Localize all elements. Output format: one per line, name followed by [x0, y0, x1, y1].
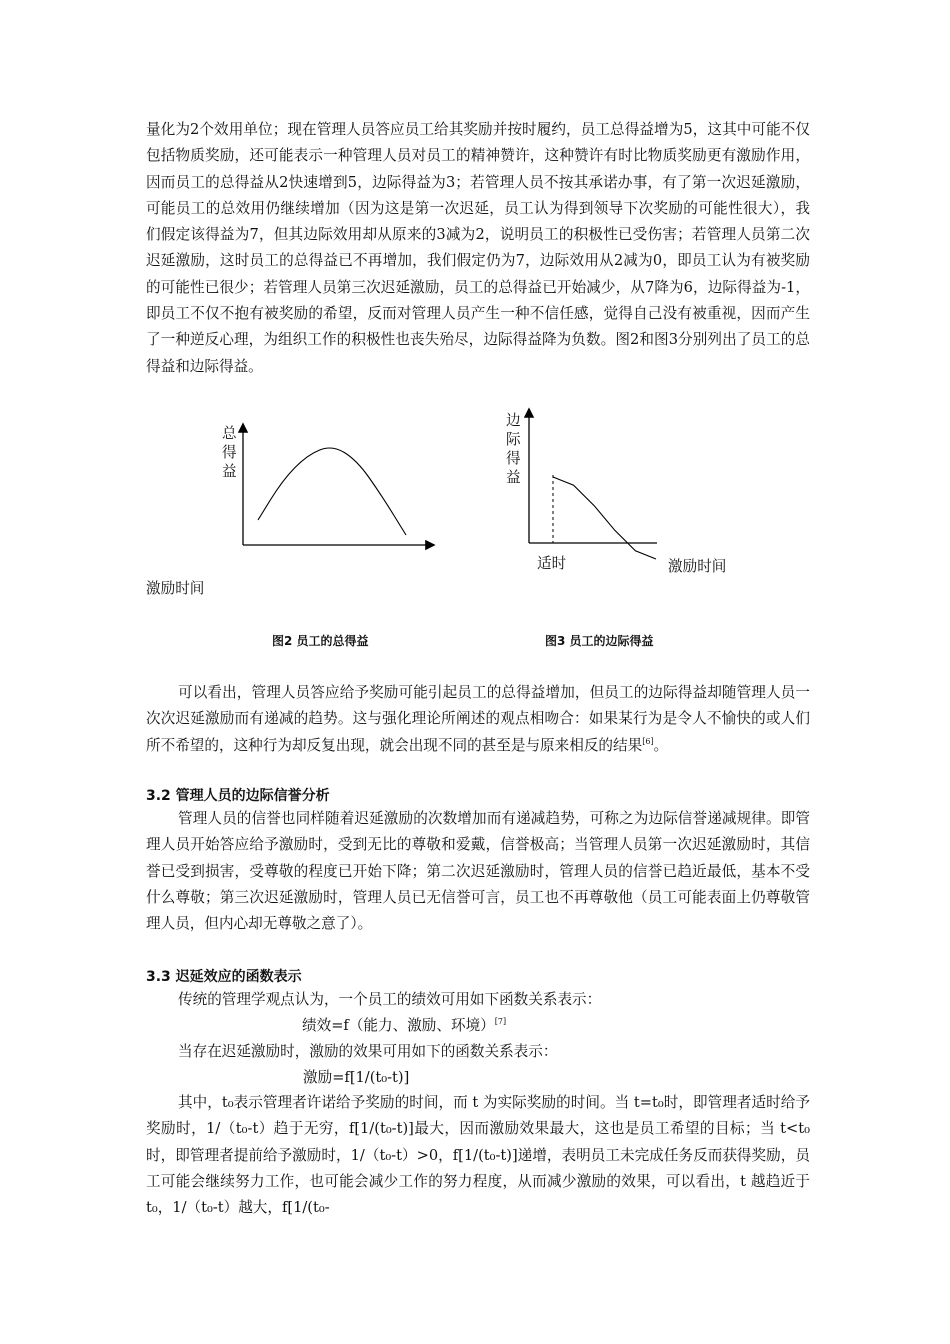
- section-heading-3-2: 3.2 管理人员的边际信誉分析: [146, 788, 330, 804]
- fig2-caption: 图2 员工的总得益: [272, 634, 369, 648]
- fig2-total-gain-curve: [258, 448, 406, 535]
- fig3-chart: [524, 405, 664, 555]
- fig3-xlabel: 激励时间: [668, 558, 727, 575]
- fig3-caption: 图3 员工的边际得益: [545, 634, 654, 648]
- paragraph-end: 。: [653, 736, 669, 754]
- citation-6: [6]: [642, 736, 654, 746]
- fig3-marginal-gain-curve: [553, 477, 656, 559]
- paragraph-text: 可以看出，管理人员答应给予奖励可能引起员工的总得益增加，但员工的边际得益却随管理人员一次次迟延激励而有递减的趋势。这与强化理论所阐述的观点相吻合：如果某行为是令人不愉快的或人们所不希望的，这种行为却反复出现，就会出现不同的甚至是与原来相反的结果: [146, 684, 810, 754]
- paragraph-delay-condition: 当存在迟延激励时，激励的效果可用如下的函数关系表示：: [178, 1043, 558, 1060]
- fig3-marker-label: 适时: [537, 555, 567, 572]
- fig2-ylabel: 总得益: [222, 425, 237, 480]
- fig2-chart: [238, 420, 438, 550]
- formula-performance-text: 绩效=f（能力、激励、环境）: [302, 1017, 495, 1034]
- paragraph-reinforcement: [146, 680, 810, 759]
- citation-7: [7]: [494, 1017, 507, 1026]
- fig3-ylabel: 边际得益: [506, 412, 521, 486]
- paragraph-utility-analysis: 量化为2个效用单位；现在管理人员答应员工给其奖励并按时履约，员工总得益增为5，这其中可能不仅包括物质奖励，还可能表示一种管理人员对员工的精神赞许，这种赞许有时比物质奖励更有激励作用，因而员工的总得益从2快速增到5，边际得益为3；若管理人员不按其承诺办事，有了第一次迟延激励，可能员工的总效用仍继续增加（因为这是第一次迟延，员工认为得到领导下次奖励的可能性很大），我们假定该得益为7，但其边际效用却从原来的3减为2，说明员工的积极性已受伤害；若管理人员第二次迟延激励，这时员工的总得益已不再增加，我们假定仍为7，边际效用从2减为0，即员工认为有被奖励的可能性已很少；若管理人员第三次迟延激励，员工的总得益已开始减少，从7降为6，边际得益为-1，即员工不仅不抱有被奖励的希望，反而对管理人员产生一种不信任感，觉得自己没有被重视，因而产生了一种逆反心理，为组织工作的积极性也丧失殆尽，边际得益降为负数。图2和图3分别列出了员工的总得益和边际得益。: [146, 121, 810, 375]
- paragraph-function-explanation: 其中，t₀表示管理者许诺给予奖励的时间，而 t 为实际奖励的时间。当 t=t₀时，即管理者适时给予奖励时，1/（t₀-t）趋于无穷，f[1/(t₀-t)]最大，因而激励效果最大，这也是员工希望的目标；当 t<t₀时，即管理者提前给予激励时，1/（t₀-t）>0，f[1/(t₀-t)]递增，表明员工未完成任务反而获得奖励，员工可能会继续努力工作，也可能会减少工作的努力程度，从而减少激励的效果，可以看出，t 越趋近于 t₀，1/（t₀-t）越大，f[1/(t₀-: [146, 1094, 810, 1217]
- paragraph-traditional-view: 传统的管理学观点认为，一个员工的绩效可用如下函数关系表示：: [178, 991, 602, 1008]
- fig2-xlabel: 激励时间: [146, 580, 205, 597]
- section-heading-3-3: 3.3 迟延效应的函数表示: [146, 969, 302, 985]
- formula-performance: [302, 1013, 506, 1039]
- paragraph-credibility: 管理人员的信誉也同样随着迟延激励的次数增加而有递减趋势，可称之为边际信誉递减规律。即管理人员开始答应给予激励时，受到无比的尊敬和爱戴，信誉极高；当管理人员第一次迟延激励时，其信誉已受到损害，受尊敬的程度已开始下降；第二次迟延激励时，管理人员的信誉已趋近最低，基本不受什么尊敬；第三次迟延激励时，管理人员已无信誉可言，员工也不再尊敬他（员工可能表面上仍尊敬管理人员，但内心却无尊敬之意了）。: [146, 810, 810, 933]
- formula-incentive: 激励=f[1/(t₀-t)]: [303, 1069, 410, 1086]
